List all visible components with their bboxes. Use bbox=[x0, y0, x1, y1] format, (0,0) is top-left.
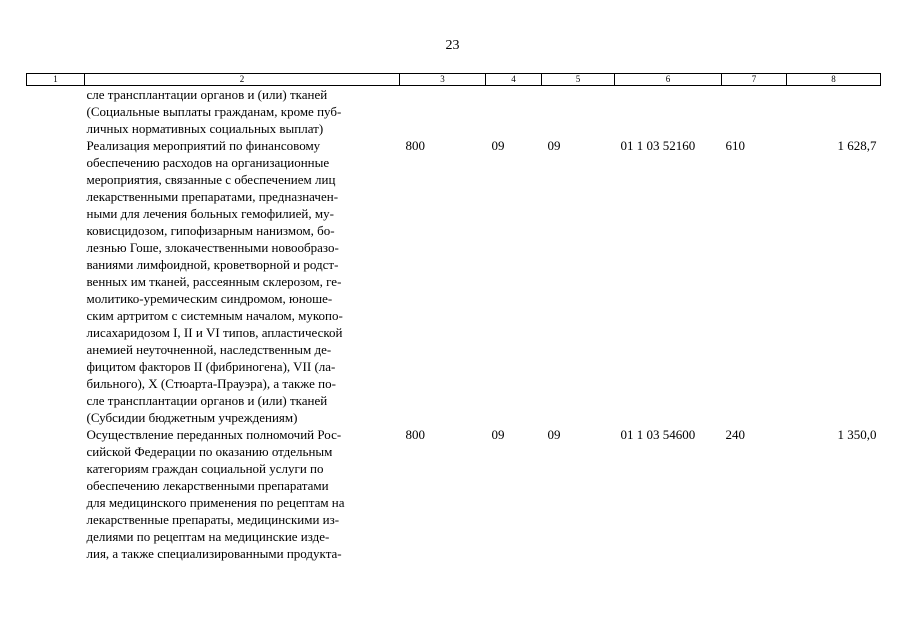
description-line: для медицинского применения по рецептам на bbox=[86, 495, 345, 510]
expense-type-cell: 610 bbox=[725, 138, 745, 153]
subsection-code-cell: 09 bbox=[547, 138, 561, 153]
row-index-cell bbox=[27, 137, 85, 426]
description-line: обеспечению расходов на организационные bbox=[86, 155, 330, 170]
expense-type-cell: 240 bbox=[725, 427, 745, 442]
description-line: ским артритом с системным началом, мукопо- bbox=[86, 308, 343, 323]
description-line: мероприятия, связанные с обеспечением лиц bbox=[86, 172, 336, 187]
description-cell bbox=[85, 86, 400, 138]
description-line: анемией неуточненной, наследственным де- bbox=[86, 342, 332, 357]
description-line: лекарственными препаратами, предназначен- bbox=[86, 189, 339, 204]
subsection-code-cell bbox=[542, 86, 615, 138]
table-row bbox=[27, 137, 881, 426]
description-line: ными для лечения больных гемофилией, му- bbox=[86, 206, 334, 221]
section-code-cell: 09 bbox=[491, 138, 505, 153]
column-number: 3 bbox=[400, 74, 486, 86]
row-index-cell bbox=[27, 86, 85, 138]
column-number: 4 bbox=[486, 74, 542, 86]
description-line: обеспечению лекарственными препаратами bbox=[86, 478, 329, 493]
admin-code-cell: 800 bbox=[405, 138, 425, 153]
section-code-cell bbox=[486, 86, 542, 138]
admin-code-cell: 800 bbox=[405, 427, 425, 442]
description-line: фицитом факторов II (фибриногена), VII (ла- bbox=[86, 359, 336, 374]
description-line: делиями по рецептам на медицинские изде- bbox=[86, 529, 330, 544]
page-number: 23 bbox=[445, 38, 460, 53]
target-article-cell: 01 1 03 54600 bbox=[620, 427, 696, 442]
column-number: 6 bbox=[615, 74, 722, 86]
description-line: личных нормативных социальных выплат) bbox=[86, 121, 324, 136]
amount-cell: 1 350,0 bbox=[837, 427, 877, 442]
description-cell bbox=[85, 137, 400, 426]
table-row bbox=[27, 86, 881, 138]
target-article-cell: 01 1 03 52160 bbox=[620, 138, 696, 153]
expense-type-cell bbox=[722, 86, 787, 138]
budget-table bbox=[26, 73, 881, 562]
description-line: сле трансплантации органов и (или) тканей bbox=[86, 87, 328, 102]
row-index-cell bbox=[27, 426, 85, 562]
description-line: сле трансплантации органов и (или) тканей bbox=[86, 393, 328, 408]
description-line: бильного), X (Стюарта-Прауэра), а также по- bbox=[86, 376, 336, 391]
subsection-code-cell: 09 bbox=[547, 427, 561, 442]
admin-code-cell bbox=[400, 86, 486, 138]
description-line: лия, а также специализированными продукта- bbox=[86, 546, 342, 561]
description-line: лезнью Гоше, злокачественными новообразо- bbox=[86, 240, 339, 255]
target-article-cell bbox=[615, 86, 722, 138]
amount-cell: 1 628,7 bbox=[837, 138, 877, 153]
description-line: ковисцидозом, гипофизарным нанизмом, бо- bbox=[86, 223, 335, 238]
description-line: сийской Федерации по оказанию отдельным bbox=[86, 444, 333, 459]
description-line: венных им тканей, рассеянным склерозом, ге- bbox=[86, 274, 342, 289]
description-line: молитико-уремическим синдромом, юноше- bbox=[86, 291, 333, 306]
description-line: лекарственные препараты, медицинскими из- bbox=[86, 512, 340, 527]
description-line: (Социальные выплаты гражданам, кроме пуб- bbox=[86, 104, 342, 119]
column-number-row bbox=[27, 74, 881, 86]
description-line: Осуществление переданных полномочий Рос- bbox=[86, 427, 342, 442]
description-line: ваниями лимфоидной, кроветворной и родст- bbox=[86, 257, 339, 272]
description-line: Реализация мероприятий по финансовому bbox=[86, 138, 321, 153]
column-number: 2 bbox=[85, 74, 400, 86]
section-code-cell: 09 bbox=[491, 427, 505, 442]
column-number: 5 bbox=[542, 74, 615, 86]
description-line: лисахаридозом I, II и VI типов, апластической bbox=[86, 325, 343, 340]
column-number: 1 bbox=[27, 74, 85, 86]
column-number: 7 bbox=[722, 74, 787, 86]
description-line: (Субсидии бюджетным учреждениям) bbox=[86, 410, 298, 425]
column-number: 8 bbox=[787, 74, 881, 86]
description-line: категориям граждан социальной услуги по bbox=[86, 461, 324, 476]
description-cell bbox=[85, 426, 400, 562]
table-row bbox=[27, 426, 881, 562]
amount-cell bbox=[787, 86, 881, 138]
